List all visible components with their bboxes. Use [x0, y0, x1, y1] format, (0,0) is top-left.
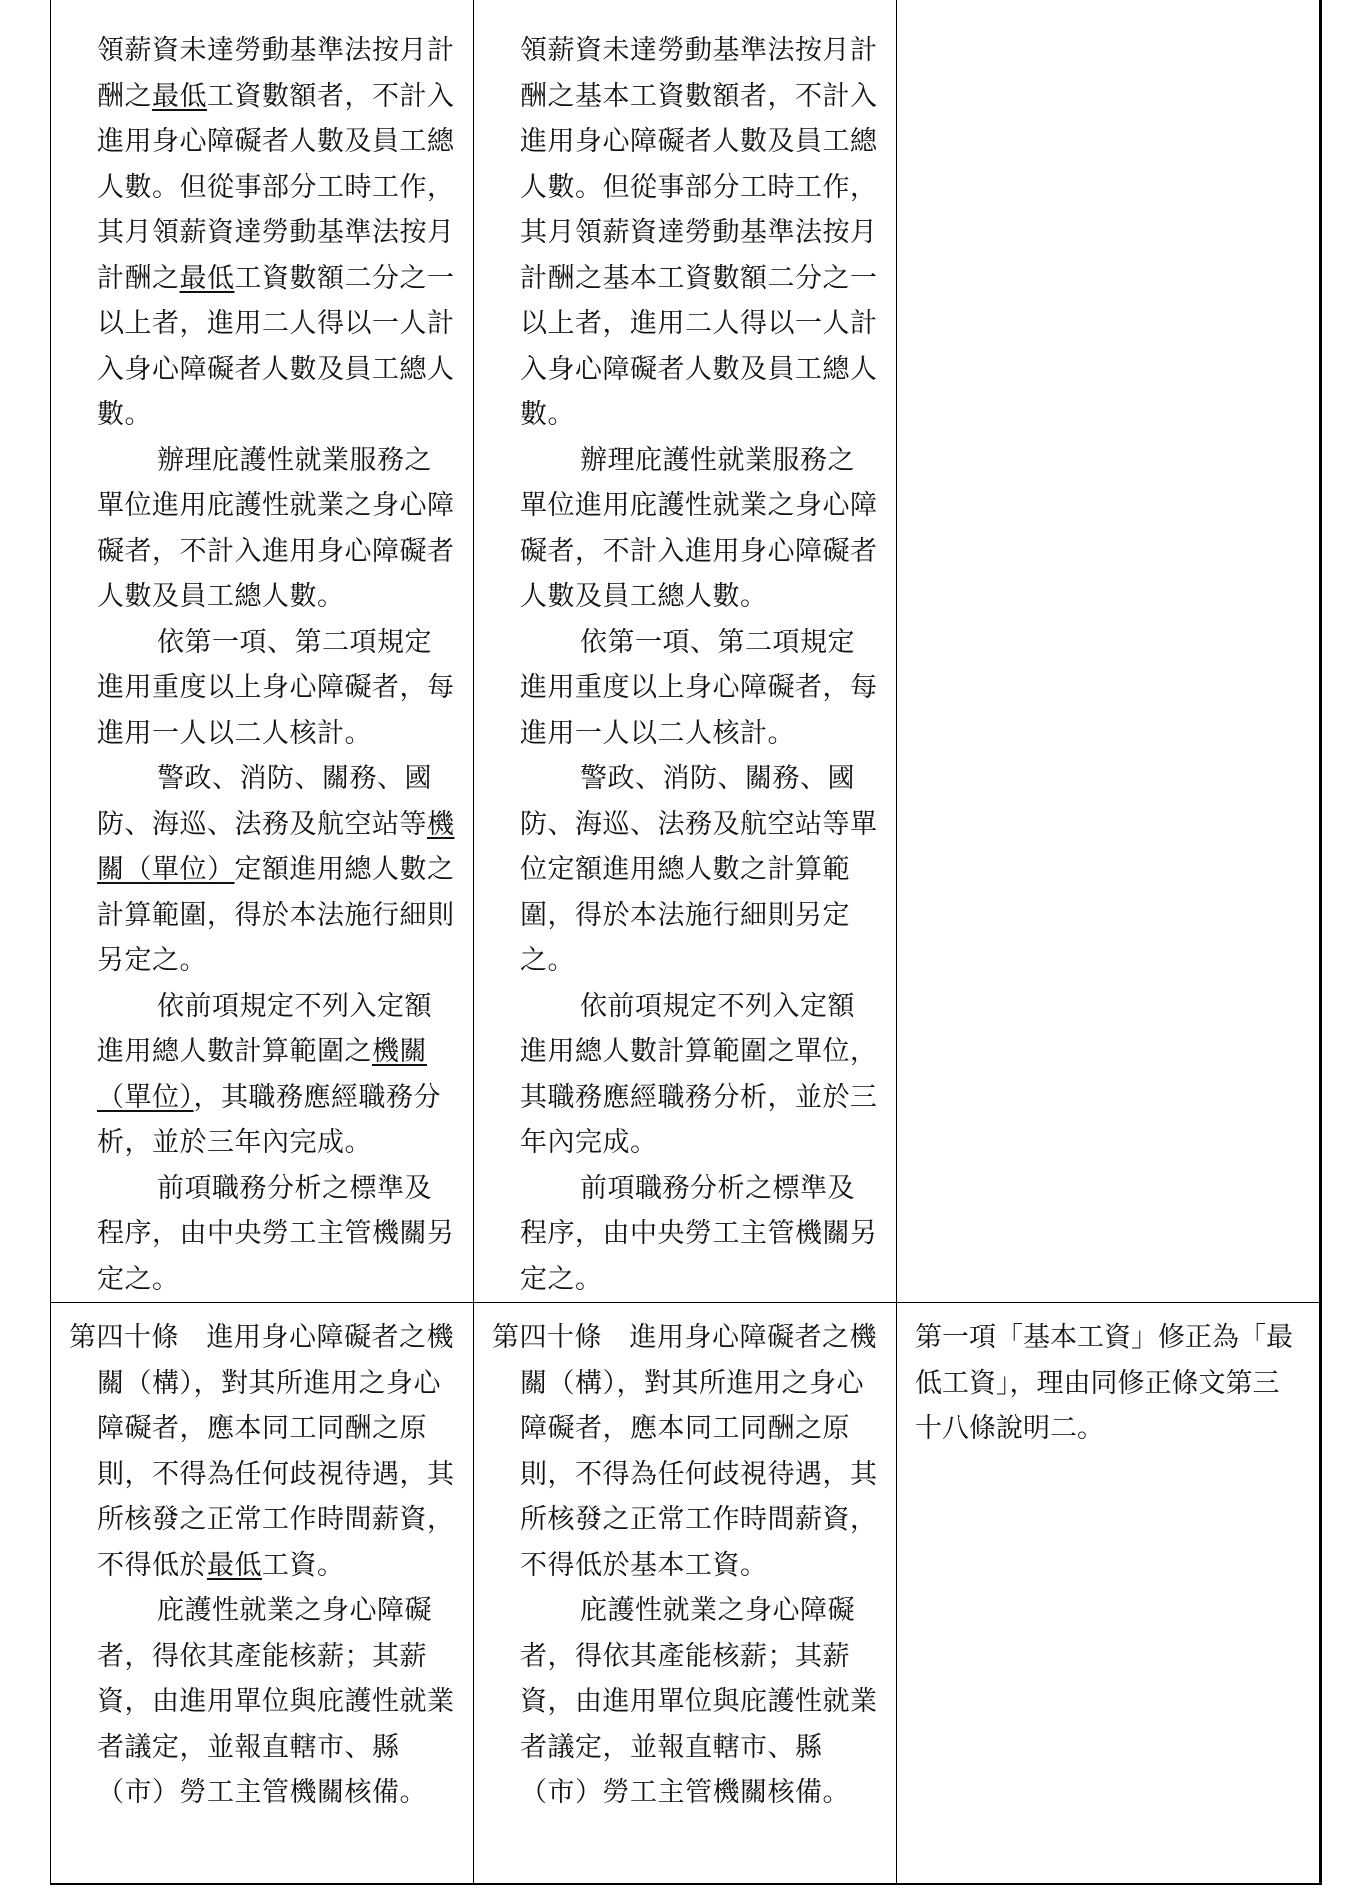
- current-article-38-continued: [474, 0, 896, 1302]
- text-segment: 依第一項、第二項規定進用重度以上身心障礙者，每進用一人以二人核計。: [97, 626, 455, 749]
- paragraph: [69, 438, 455, 620]
- paragraph: [69, 620, 455, 757]
- paragraph: [492, 1315, 878, 1588]
- text-segment: 依第一項、第二項規定進用重度以上身心障礙者，每進用一人以二人核計。: [520, 626, 878, 749]
- text-segment: ，其職務應經職務分析，並於三年內完成。: [97, 1081, 441, 1158]
- document-page: [50, 0, 1320, 1876]
- paragraph: [492, 438, 878, 620]
- text-segment: 庇護性就業之身心障礙者，得依其產能核薪；其薪資，由進用單位與庇護性就業者議定，並報直轄市、縣（市）勞工主管機關核備。: [97, 1595, 455, 1808]
- amended-article-38-continued: [51, 0, 473, 1302]
- amended-term: 機關（單位）: [97, 1036, 427, 1113]
- table-row: [51, 1303, 1321, 1885]
- current-text-cell: [474, 1303, 897, 1885]
- explanation-cell: [897, 1303, 1321, 1885]
- text-segment: 警政、消防、關務、國防、海巡、法務及航空站等單位定額進用總人數之計算範圍，得於本法施行細則另定之。: [520, 763, 878, 976]
- amended-text-cell: [51, 1303, 474, 1885]
- paragraph: [69, 984, 455, 1166]
- text-segment: 領薪資未達勞動基準法按月計酬之基本工資數額者，不計入進用身心障礙者人數及員工總人數。但從事部分工時工作，其月領薪資達勞動基準法按月計酬之基本工資數額二分之一以上者，進用二人得以一人計入身心障礙者人數及員工總人數。: [520, 35, 878, 430]
- paragraph: [69, 1166, 455, 1303]
- explanation-cell: [897, 0, 1321, 1303]
- paragraph: [69, 1315, 455, 1588]
- amended-text-cell: [51, 0, 474, 1303]
- paragraph: [69, 28, 455, 438]
- text-segment: 第四十條 進用身心障礙者之機關（構），對其所進用之身心障礙者，應本同工同酬之原則，不得為任何歧視待遇，其所核發之正常工作時間薪資，不得低於: [69, 1322, 455, 1581]
- text-segment: 定額進用總人數之計算範圍，得於本法施行細則另定之。: [97, 854, 455, 976]
- text-segment: 警政、消防、關務、國防、海巡、法務及航空站等: [97, 763, 432, 840]
- explanation-text: 第一項「基本工資」修正為「最低工資」，理由同修正條文第三十八條說明二。: [915, 1322, 1293, 1444]
- amended-term: 最低: [207, 1549, 262, 1581]
- text-segment: 工資。: [262, 1549, 345, 1581]
- paragraph: [492, 984, 878, 1166]
- paragraph: [492, 28, 878, 438]
- paragraph: [492, 620, 878, 757]
- text-segment: 領薪資未達勞動基準法按月計酬之: [97, 35, 455, 112]
- amended-term: 最低: [152, 80, 207, 112]
- text-segment: 前項職務分析之標準及程序，由中央勞工主管機關另定之。: [97, 1172, 455, 1295]
- text-segment: 前項職務分析之標準及程序，由中央勞工主管機關另定之。: [520, 1172, 878, 1295]
- text-segment: 辦理庇護性就業服務之單位進用庇護性就業之身心障礙者，不計入進用身心障礙者人數及員工總人數。: [97, 444, 455, 612]
- amended-article-40: [51, 1303, 473, 1816]
- paragraph: [492, 756, 878, 984]
- table-row: [51, 0, 1321, 1303]
- paragraph: [69, 756, 455, 984]
- paragraph: [69, 1588, 455, 1816]
- comparison-table: [50, 0, 1322, 1885]
- text-segment: 工資數額二分之一以上者，進用二人得以一人計入身心障礙者人數及員工總人數。: [97, 262, 455, 430]
- text-segment: 第四十條 進用身心障礙者之機關（構），對其所進用之身心障礙者，應本同工同酬之原則，不得為任何歧視待遇，其所核發之正常工作時間薪資，不得低於基本工資。: [492, 1322, 878, 1581]
- current-text-cell: [474, 0, 897, 1303]
- text-segment: 依前項規定不列入定額進用總人數計算範圍之: [97, 990, 432, 1067]
- text-segment: 工資數額者，不計入進用身心障礙者人數及員工總人數。但從事部分工時工作，其月領薪資達勞動基準法按月計酬之: [97, 80, 455, 294]
- text-segment: 庇護性就業之身心障礙者，得依其產能核薪；其薪資，由進用單位與庇護性就業者議定，並報直轄市、縣（市）勞工主管機關核備。: [520, 1595, 878, 1808]
- paragraph: [492, 1588, 878, 1816]
- amended-term: 機關（單位）: [97, 808, 455, 885]
- text-segment: 依前項規定不列入定額進用總人數計算範圍之單位，其職務應經職務分析，並於三年內完成。: [520, 990, 878, 1158]
- amended-term: 最低: [179, 262, 235, 294]
- current-article-40: [474, 1303, 896, 1816]
- paragraph: [492, 1166, 878, 1303]
- text-segment: 辦理庇護性就業服務之單位進用庇護性就業之身心障礙者，不計入進用身心障礙者人數及員工總人數。: [520, 444, 878, 612]
